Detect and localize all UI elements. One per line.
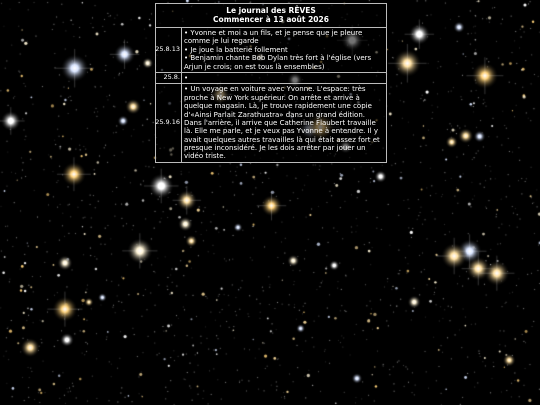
entry-date: 25.9.16 xyxy=(156,84,182,162)
entry-body xyxy=(182,73,386,83)
journal-header xyxy=(156,4,386,28)
entry-body xyxy=(182,84,386,162)
entry-line: • Benjamin chante Bob Dylan très fort à l'église (vers Arjun je crois; on est tous là ensembles) xyxy=(184,54,384,71)
entry-date: 25.8.13 xyxy=(156,28,182,72)
journal-entry xyxy=(156,28,386,73)
entry-line: • Yvonne et moi a un fils, et je pense que je pleure comme je lui regarde xyxy=(184,29,384,46)
entry-line xyxy=(184,74,384,82)
entry-line: • Je joue la batterie follement xyxy=(184,46,384,54)
journal-entry xyxy=(156,84,386,162)
journal-title: Le journal des RÊVES xyxy=(226,6,316,15)
entry-date: 25.8. xyxy=(156,73,182,83)
journal-entry xyxy=(156,73,386,84)
entry-body xyxy=(182,28,386,72)
entry-line: • Un voyage en voiture avec Yvonne. L'espace: très proche à New York supérieur. On arrête et arrive à quelque magasin. Là, je trouve rapidement une copie d'«Ainsi Parlait Zarathustra» dans un grand édition. Dans l'arrière, il arrive que Catherine Flaubert travaille là. Elle me parle, et je veux pas Yvonne à entendre. Il y avait quelques autres travailles là qui était assez fort et presque inconsidéré. Je les dois arrêter par jouer un vidéo triste. xyxy=(184,85,384,161)
dream-journal-table xyxy=(155,3,387,163)
journal-subtitle: Commencer à 13 août 2026 xyxy=(213,15,329,24)
